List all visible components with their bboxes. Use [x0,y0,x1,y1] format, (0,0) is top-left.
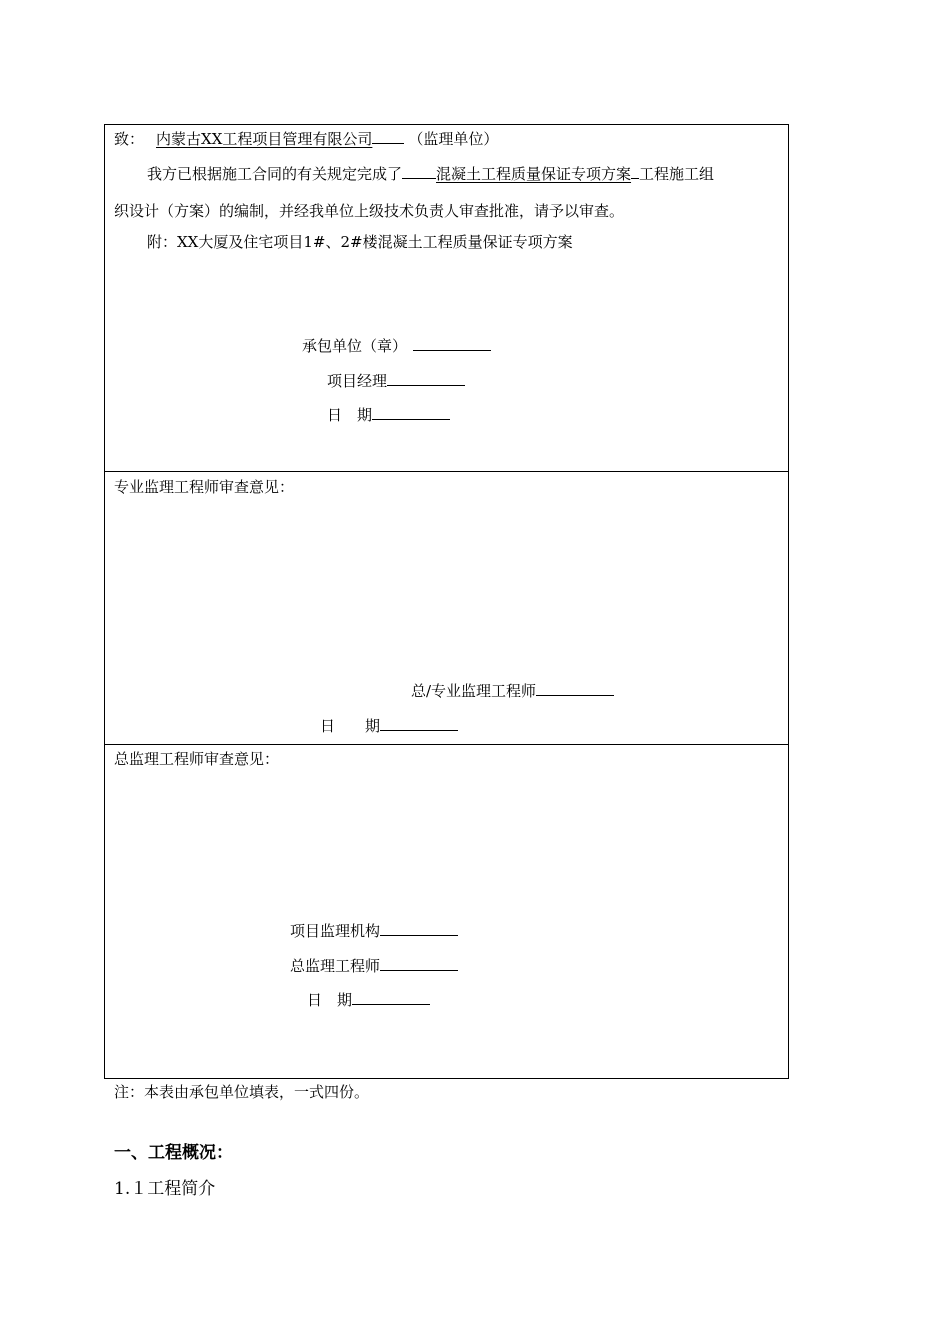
chief-date-blank [352,989,430,1005]
form-note: 注：本表由承包单位填表，一式四份。 [114,1083,370,1101]
project-manager-blank [387,370,465,386]
addressee-suffix: （监理单位） [408,130,499,148]
addressee-company: 内蒙古XX工程项目管理有限公司 [156,130,373,148]
contractor-date-blank [372,404,450,420]
chief-engineer-row [290,955,458,975]
specialist-engineer-row [411,680,614,700]
chief-engineer-blank [380,955,458,971]
specialist-review-heading: 专业监理工程师审查意见： [114,478,295,496]
submission-prefix: 我方已根据施工合同的有关规定完成了 [147,165,403,183]
specialist-date-row [320,715,458,735]
form-divider-2 [104,744,789,745]
submission-suffix: 工程施工组 [639,165,715,183]
submission-line-1 [147,163,714,183]
contractor-label: 承包单位（章） [302,337,408,355]
subsection-heading: 1.１工程简介 [114,1179,216,1199]
plan-name: 混凝土工程质量保证专项方案 [436,165,632,183]
project-manager-row [327,370,465,390]
submission-line-2: 织设计（方案）的编制，并经我单位上级技术负责人审查批准，请予以审查。 [114,202,625,220]
form-divider-1 [104,471,789,472]
project-manager-label: 项目经理 [327,372,388,390]
contractor-date-row [327,404,450,424]
chief-date-label: 日 期 [307,991,353,1009]
specialist-date-blank [380,715,458,731]
specialist-engineer-blank [536,680,614,696]
plan-underline-lead [402,163,436,179]
supervision-org-blank [380,920,458,936]
attachment-line: 附：XX大厦及住宅项目1#、2#楼混凝土工程质量保证专项方案 [147,233,573,251]
addressee-underline-tail [372,128,404,144]
supervision-org-label: 项目监理机构 [290,922,381,940]
contractor-blank [413,335,491,351]
supervision-org-row [290,920,458,940]
addressee-line [114,128,498,148]
specialist-engineer-label: 总/专业监理工程师 [411,682,537,700]
plan-underline-tail [631,163,639,179]
chief-engineer-label: 总监理工程师 [290,957,381,975]
chief-review-heading: 总监理工程师审查意见： [114,750,280,768]
chapter-heading: 一、工程概况： [114,1143,233,1163]
addressee-prefix: 致： [114,130,145,148]
contractor-date-label: 日 期 [327,406,373,424]
specialist-date-label: 日 期 [320,717,381,735]
contractor-signature-row [302,335,491,355]
chief-date-row [307,989,430,1009]
